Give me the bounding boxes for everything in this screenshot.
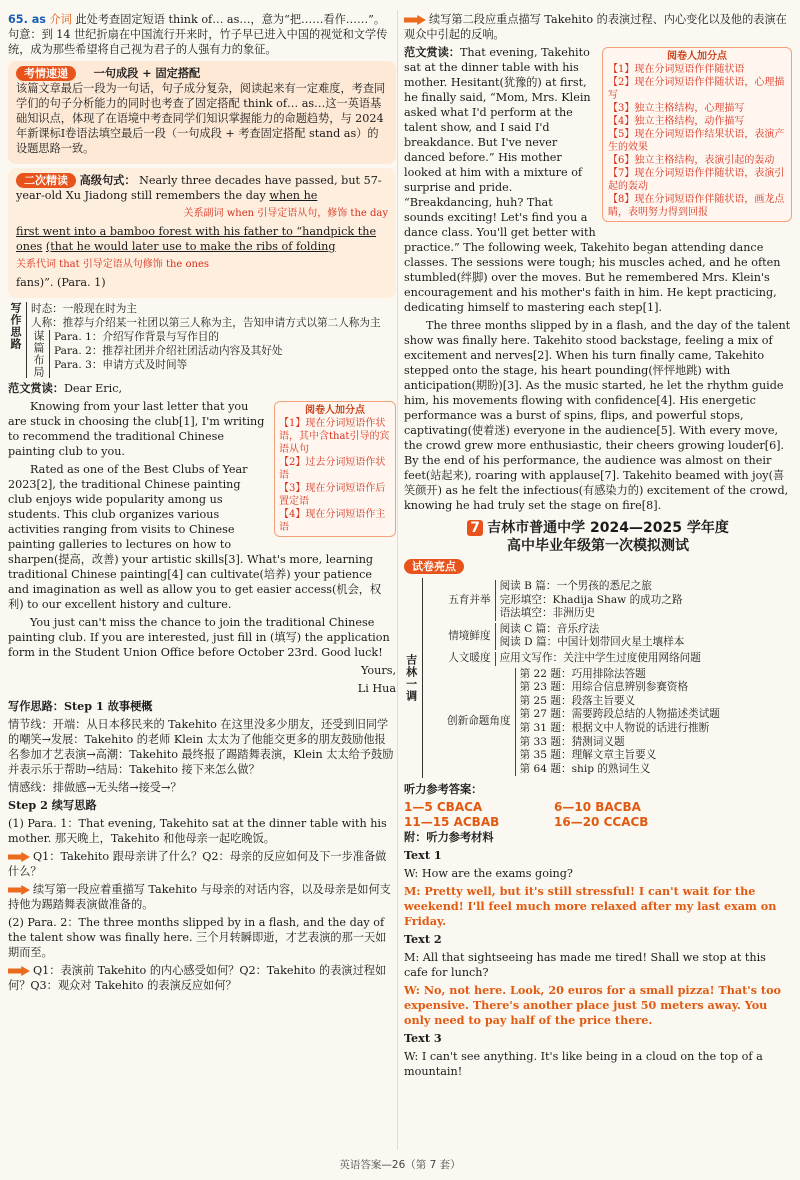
second-reading-box: 二次精读 高级句式： Nearly three decades have passed, but 57-year-old Xu Jiadong still remembers the day when he 关系副词 when 引导定语从句，修饰 the day first went into a bamboo forest with his father to “handpick the ones (that he would later use to make the ribs of folding 关系代词 that 引导定语从句修饰 the ones fans)”. (Para. 1): [8, 168, 396, 298]
column-divider: [397, 10, 398, 1150]
tip-title: 一句成段 + 固定搭配: [93, 66, 201, 80]
tip-box: [8, 61, 396, 164]
listening-answers: 听力参考答案： 1—5 CBACA 6—10 BACBA 11—15 ACBAB 16—20 CCACB 附：听力参考材料 Text 1 W: How are the exams going? M: Pretty well, but it's still stressful! I can't wait for the weekend! I'll feel much more relaxed after my last exam on Friday. Text 2 M: All that sightseeing has made me tired! Shall we stop at this cafe for lunch? W: No, not here. Look, 20 euros for a small pizza! That's too expensive. There's another place just 50 meters away. You only need to pay half of the price there. Text 3 W: I can't see anything. It's like being in a cloud on the top of a mountain!: [404, 782, 782, 1079]
left-column: [8, 12, 396, 996]
page-footer: 英语答案—26（第 7 套）: [339, 1159, 461, 1171]
arrow-icon: [404, 15, 426, 25]
writing-ideas: 写作思路：Step 1 故事梗概 情节线：开端：从日本移民来的 Takehito 在这里没多少朋友，还受到旧同学的嘲笑→发展：Takehito 的老师 Klein 太太为了他能交更多的朋友鼓励他报名参加才艺表演→高潮：Takehito 最终报了踢踏舞表演，Klein 太太给予鼓励并表示乐于帮助→结局：Takehito 接下来怎么做？ 情感线：排做感→无头绪→接受→？ Step 2 续写思路 (1) Para. 1：That evening, Takehito sat at the dinner table with his mother. 那天晚上，Takehito 和他母亲一起吃晚饭。 Q1：Takehito 跟母亲讲了什么？Q2：母亲的反应如何及下一步准备做什么？ 续写第一段应着重描写 Takehito 与母亲的对话内容，以及母亲是如何支持他为踢踏舞表演做准备的。 (2) Para. 2：The three months slipped by in a flash, and the day of the talent show was finally here. 三个月转瞬即逝，才艺表演的那一天如期而至。 Q1：表演前 Takehito 的内心感受如何？Q2：Takehito 的表演过程如何？Q3：观众对 Takehito 的表演反应如何？: [8, 699, 394, 992]
bonus-points-box: 阅卷人加分点 【1】现在分词短语作状语，其中含that引导的宾语从句 【2】过去分词短语作状语 【3】现在分词短语作后置定语 【4】现在分词短语作主语: [274, 401, 396, 537]
highlight-tree: 吉林一调 五育并举 阅读 B 篇：一个男孩的悉尼之旅 完形填空：Khadija Shaw 的成功之路 语法填空：非洲历史 情境鲜度 阅读 C 篇：音乐疗法 阅读 D 篇：中国计划带回火星土壤样本 人文暖度 应用文写作：关注中学生过度使用网络问题 创新命题角度 第 22 题：巧用排除法答题 第 23 题：用综合信息辨别参赛资格 第 25 题：段落主旨要义 第 27 题：需要跨段总结的人物描述类试题 第 31 题：根据文中人物说的话进行推断 第 33 题：猜测词义题 第 35 题：理解文章主旨要义 第 64 题：ship 的熟词生义: [404, 578, 792, 778]
second-tag: 二次精读: [16, 173, 76, 188]
tip-text: 该篇文章最后一段为一句话，句子成分复杂，阅读起来有一定难度，考查同学们的句子分析能力的同时也考查了固定搭配 think of… as…这一英语基础知识点，体现了在语境中考查同学们知识掌握能力的命题趋势，与 2024 年新课标Ⅰ卷语法填空最后一段（一句成段 + 考查固定搭配 stand as）的设题思路一致。: [16, 82, 386, 155]
q65-explanation: 65. as 介词 此处考查固定短语 think of… as…，意为“把……看作……”。句意：到 14 世纪折扇在中国流行开来时，竹子早已进入中国的视觉和文学传统，成为那些希望将自己视为君子的人强有力的象征。: [8, 13, 388, 56]
arrow-icon: [8, 966, 30, 976]
exam-title: 7 吉林市普通中学 2024—2025 学年度 高中毕业年级第一次模拟测试: [404, 519, 792, 555]
right-column: 续写第二段应重点描写 Takehito 的表演过程、内心变化以及他的表演在观众中引起的反响。 阅卷人加分点 【1】现在分词短语作伴随状语 【2】现在分词短语作伴随状语，心理描写 【3】独立主格结构，心理描写 【4】独立主格结构，动作描写 【5】现在分词短语作结果状语，表演产生的效果 【6】独立主格结构，表演引起的轰动 【7】现在分词短语作伴随状语，表演引起的轰动 【8】现在分词短语作伴随状语，画龙点睛，表明努力得到回报 范文赏读：That evening, Takehito sat at the dinner table with his mother. Hesitant(犹豫的) at first, he finally said, “Mom, Mrs. Klein asked what I'd perform at the talent show, and I said I'd breakdance. But I've never danced before.” His mother looked at him with a mixture of surprise and pride. “Breakdancing, huh? That sounds exciting! Let's find you a dance class. You'll get better with practice.” The following week, Takehito began attending dance classes. The sessions were tough; his muscles ached, and he often stumbled(绊脚) over the moves. But he remembered Mrs. Klein's encouragement and his mother's faith in him. He kept practicing, dedicating himself to mastering each step[1]. The three months slipped by in a flash, and the day of the talent show was finally here. Takehito stood backstage, feeling a mix of excitement and nerves[2]. When his turn finally came, Takehito stepped onto the stage, his heart pounding(怦怦地跳) with anticipation(期盼)[3]. As the music started, he let the rhythm guide him, his movements flowing with confidence[4]. His energetic performance was a burst of spins, flips, and powerful stops, captivating(使着迷) everyone in the audience[5]. With every move, the crowd grew more enthusiastic, their cheers growing louder[6]. By the end of his performance, the audience was almost on their feet(站起来), roaring with applause[7]. Takehito beamed with joy(喜笑颜开) as he felt the infectious(有感染力的) excitement of the crowd, knowing he had truly set the stage on fire[8]. 7 吉林市普通中学 2024—2025 学年度 高中毕业年级第一次模拟测试 试卷亮点 吉林一调 五育并举 阅读 B 篇：一个男孩的悉尼之旅 完形填空：Khadija Shaw 的成功之路 语法填空：非洲历史 情境鲜度 阅读 C 篇：音乐疗法 阅读 D 篇：中国计划带回火星土壤样本 人文暖度 应用文写作：关注中学生过度使用网络问题 创新命题角度 第 22 题：巧用排除法答题 第 23 题：用综合信息辨别参赛资格 第 25 题：段落主旨要义 第 27 题：需要跨段总结的人物描述类试题 第 31 题：根据文中人物说的话进行推断 第 33 题：猜测词义题 第 35 题：理解文章主旨要义 第 64 题：ship 的熟词生义 听力参考答案： 1—5 CBACA 6—10 BACBA 11—15 ACBAB 16—20 CCACB 附：听力参考材料 Text 1 W: How are the exams going? M: Pretty well, but it's still stressful! I can't wait for the weekend! I'll feel much more relaxed after my last exam on Friday. Text 2 M: All that sightseeing has made me tired! Shall we stop at this cafe for lunch? W: No, not here. Look, 20 euros for a small pizza! That's too expensive. There's another place just 50 meters away. You only need to pay half of the price there. Text 3 W: I can't see anything. It's like being in a cloud on the top of a mountain!: [404, 13, 791, 1079]
bonus-points-box-2: 阅卷人加分点 【1】现在分词短语作伴随状语 【2】现在分词短语作伴随状语，心理描写 【3】独立主格结构，心理描写 【4】独立主格结构，动作描写 【5】现在分词短语作结果状语，表演产生的效果 【6】独立主格结构，表演引起的轰动 【7】现在分词短语作伴随状语，表演引起的轰动 【8】现在分词短语作伴随状语，画龙点睛，表明努力得到回报: [602, 47, 792, 222]
note-when: 关系副词 when 引导定语从句，修饰 the day: [183, 208, 388, 219]
note-that: 关系代词 that 引导定语从句修饰 the ones: [16, 259, 210, 270]
highlight-tag: 试卷亮点: [404, 559, 464, 574]
continuation-model: 阅卷人加分点 【1】现在分词短语作伴随状语 【2】现在分词短语作伴随状语，心理描写 【3】独立主格结构，心理描写 【4】独立主格结构，动作描写 【5】现在分词短语作结果状语，表演产生的效果 【6】独立主格结构，表演引起的轰动 【7】现在分词短语作伴随状语，表演引起的轰动 【8】现在分词短语作伴随状语，画龙点睛，表明努力得到回报 范文赏读：That evening, Takehito sat at the dinner table with his mother. Hesitant(犹豫的) at first, he finally said, “Mom, Mrs. Klein asked what I'd perform at the talent show, and I said I'd breakdance. But I've never danced before.” His mother looked at him with a mixture of surprise and pride. “Breakdancing, huh? That sounds exciting! Let's find you a dance class. You'll get better with practice.” The following week, Takehito began attending dance classes. The sessions were tough; his muscles ached, and he often stumbled(绊脚) over the moves. But he remembered Mrs. Klein's encouragement and his mother's faith in him. He kept practicing, dedicating himself to mastering each step[1]. The three months slipped by in a flash, and the day of the talent show was finally here. Takehito stood backstage, feeling a mix of excitement and nerves[2]. When his turn finally came, Takehito stepped onto the stage, his heart pounding(怦怦地跳) with anticipation(期盼)[3]. As the music started, he let the rhythm guide him, his movements flowing with confidence[4]. His energetic performance was a burst of spins, flips, and powerful stops, captivating(使着迷) everyone in the audience[5]. With every move, the crowd grew more enthusiastic, their cheers growing louder[6]. By the end of his performance, the audience was almost on their feet(站起来), roaring with applause[7]. Takehito beamed with joy(喜笑颜开) as he felt the infectious(有感染力的) excitement of the crowd, knowing he had truly set the stage on fire[8].: [404, 45, 791, 512]
writing-framework: 写作思路 时态：一般现在时为主 人称：推荐与介绍某一社团以第三人称为主，告知申请方式以第二人称为主 谋篇布局 Para. 1：介绍写作背景与写作目的 Para. 2：推荐社团并介绍社团活动内容及其好处 Para. 3：申请方式及时间等: [9, 302, 381, 378]
model-essay: 范文赏读：Dear Eric, 阅卷人加分点 【1】现在分词短语作状语，其中含that引导的宾语从句 【2】过去分词短语作状语 【3】现在分词短语作后置定语 【4】现在分词短语作主语 Knowing from your last letter that you are stuck in choosing the club[1], I'm writing to recommend the traditional Chinese painting club to you. Rated as one of the Best Clubs of Year 2023[2], the traditional Chinese painting club enjoys wide popularity among us students. This club organizes various activities ranging from visits to Chinese painting galleries to lectures on how to sharpen(提高，改善) your artistic skills[3]. What's more, learning traditional Chinese painting[4] can cultivate(培养) your patience and imagination as well as allow you to get easier access(机会，权利) to our excellent history and culture. You just can't miss the chance to join the traditional Chinese painting club. If you are interested, just fill in (填写) the application form in the Student Union Office before October 23rd. Good luck! Yours, Li Hua: [8, 381, 396, 695]
tip-tag: 考情速递: [16, 66, 76, 81]
arrow-icon: [8, 885, 30, 895]
arrow-icon: [8, 852, 30, 862]
